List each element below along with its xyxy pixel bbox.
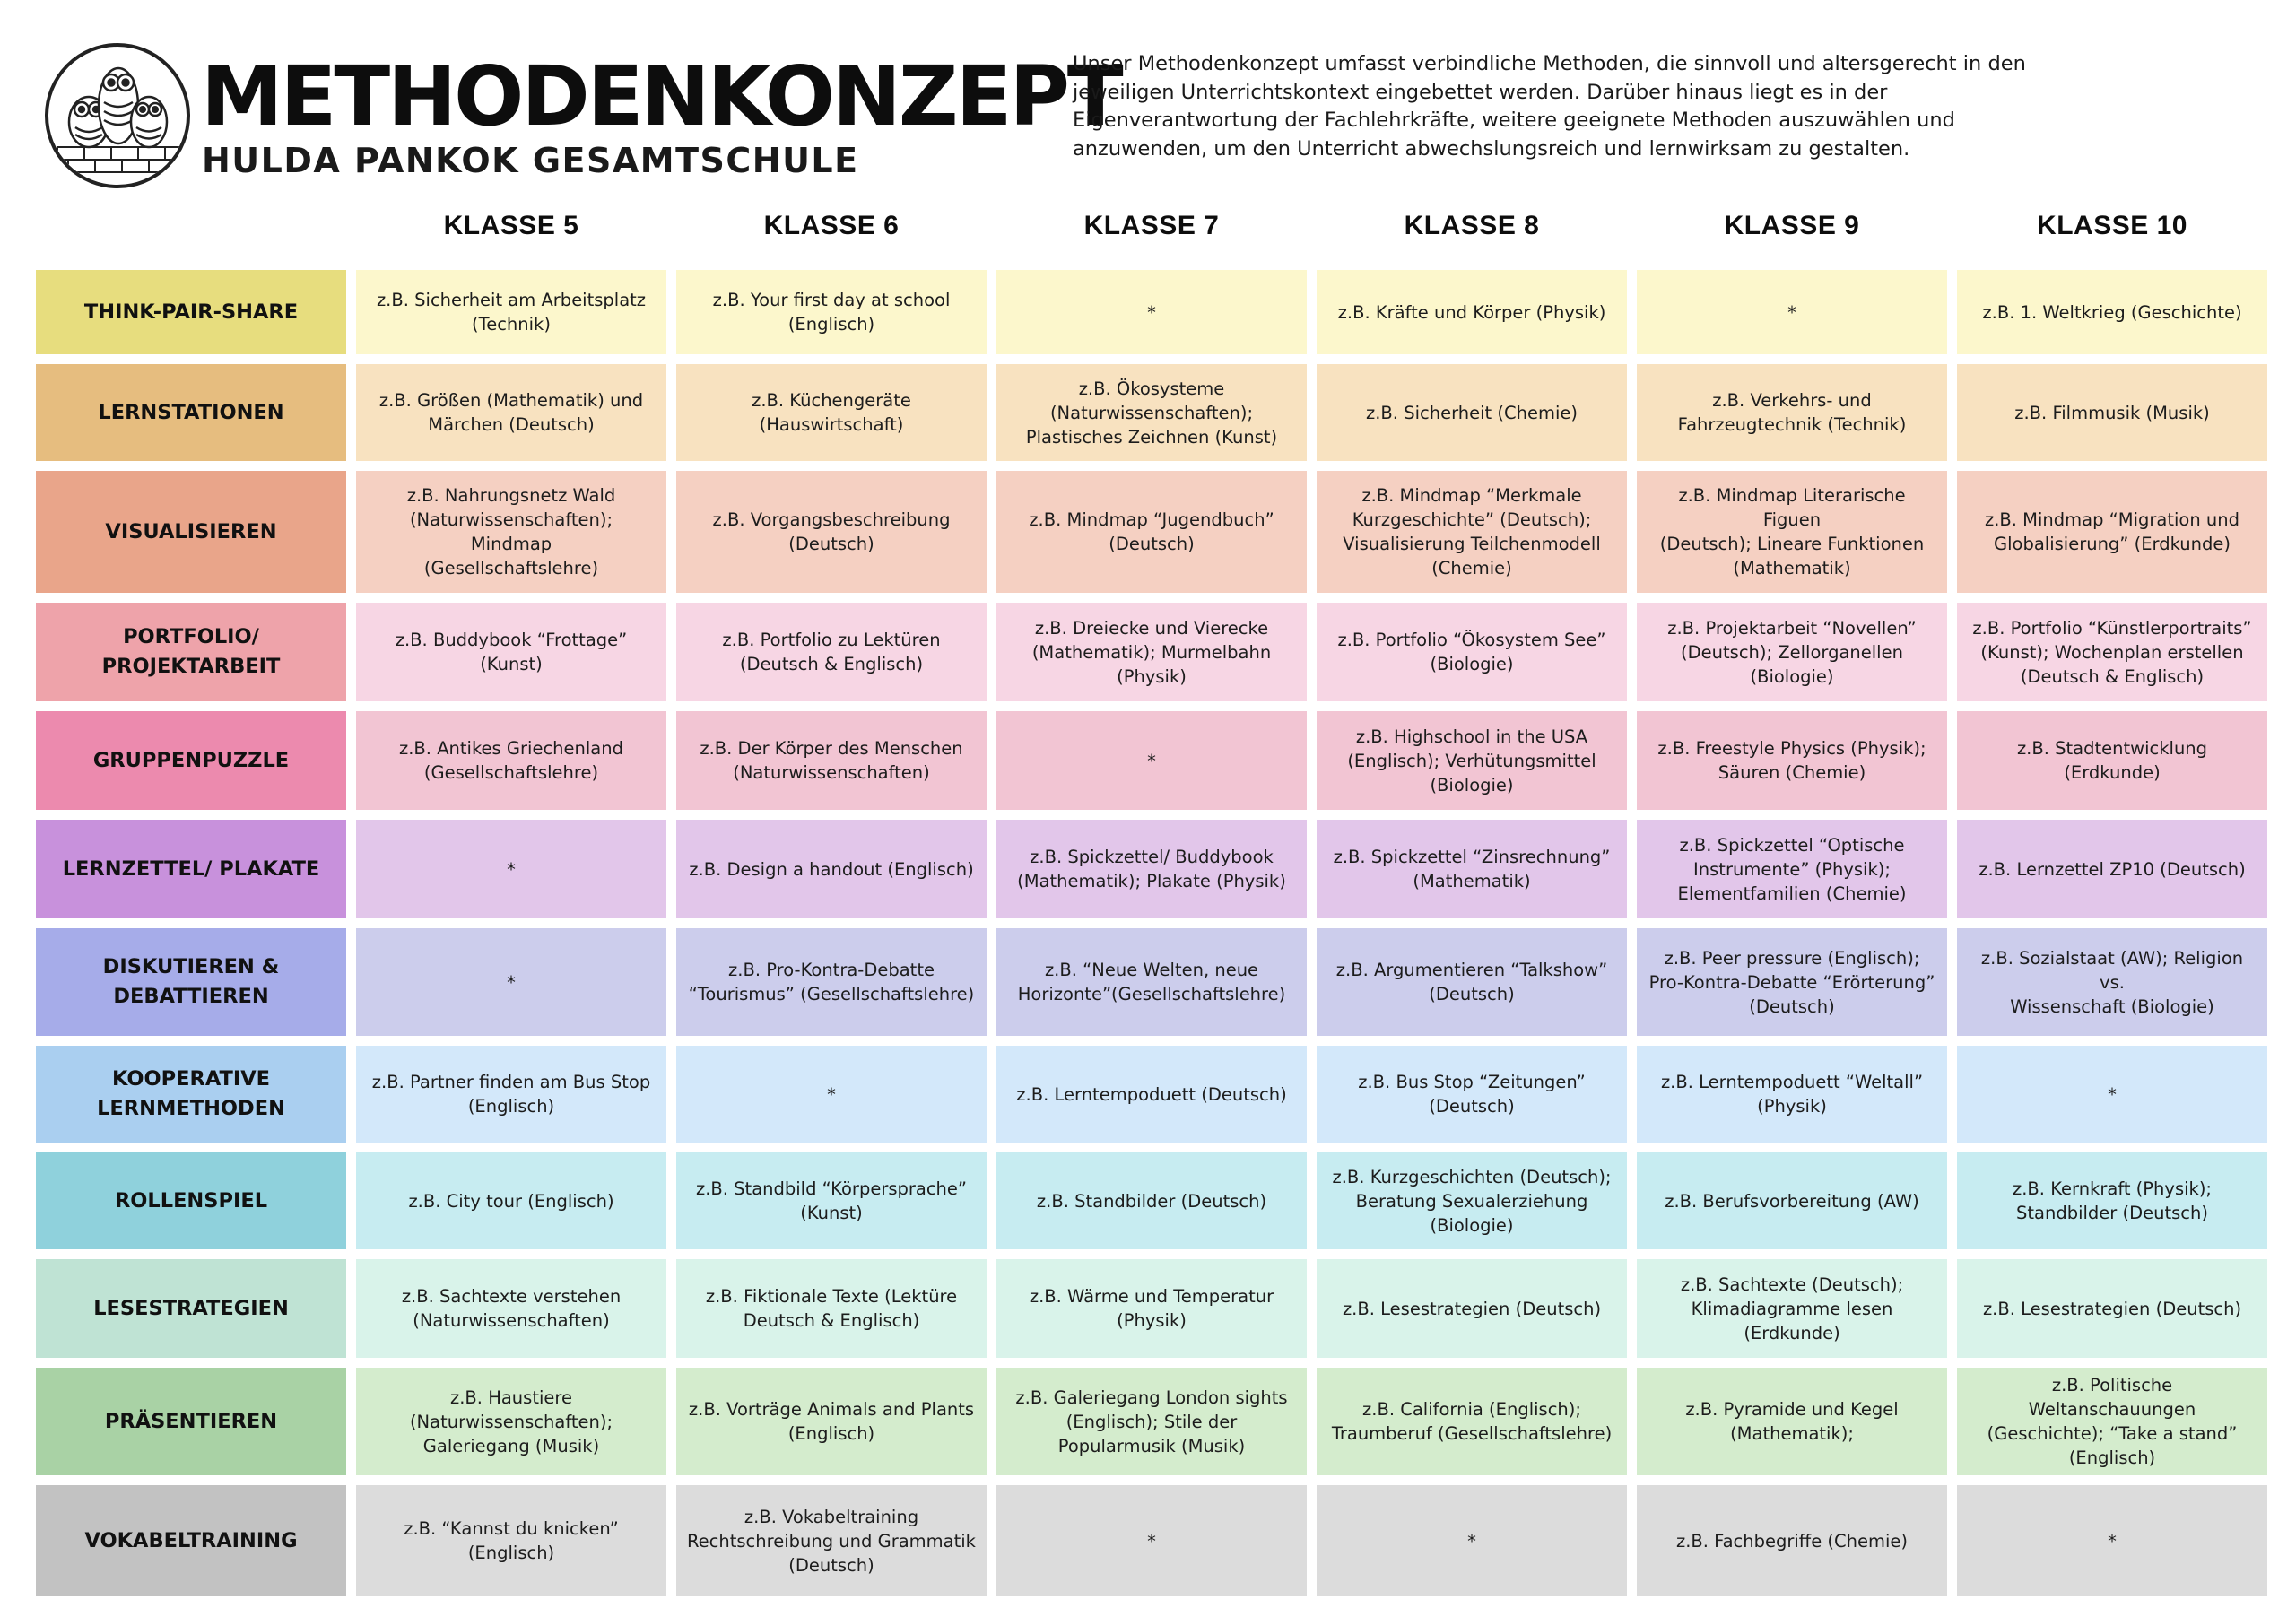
table-cell: * (996, 270, 1307, 354)
table-cell: z.B. Spickzettel “Optische Instrumente” (Physik); Elementfamilien (Chemie) (1637, 820, 1947, 918)
table-cell: * (1637, 270, 1947, 354)
table-cell: z.B. “Kannst du knicken” (Englisch) (356, 1485, 666, 1596)
row-label: VISUALISIEREN (36, 471, 346, 593)
table-cell: * (676, 1046, 987, 1143)
table-cell: z.B. Buddybook “Frottage” (Kunst) (356, 603, 666, 701)
table-cell: z.B. Sachtexte verstehen (Naturwissenschaften) (356, 1259, 666, 1358)
column-header-klasse-8: KLASSE 8 (1404, 211, 1540, 240)
table-cell: z.B. Lerntempoduett (Deutsch) (996, 1046, 1307, 1143)
table-cell: z.B. Haustiere (Naturwissenschaften); Galeriegang (Musik) (356, 1368, 666, 1475)
table-cell: z.B. Sicherheit (Chemie) (1317, 364, 1627, 461)
table-cell: z.B. Mindmap “Merkmale Kurzgeschichte” (Deutsch); Visualisierung Teilchenmodell (Chemie) (1317, 471, 1627, 593)
table-cell: z.B. Sachtexte (Deutsch); Klimadiagramme lesen (Erdkunde) (1637, 1259, 1947, 1358)
table-cell: z.B. Your first day at school (Englisch) (676, 270, 987, 354)
table-cell: z.B. Vokabeltraining Rechtschreibung und Grammatik (Deutsch) (676, 1485, 987, 1596)
table-cell: z.B. Pyramide und Kegel (Mathematik); (1637, 1368, 1947, 1475)
table-cell: z.B. Peer pressure (Englisch); Pro-Kontra-Debatte “Erörterung” (Deutsch) (1637, 928, 1947, 1036)
table-cell: * (356, 820, 666, 918)
column-header-klasse-10: KLASSE 10 (2037, 211, 2187, 240)
table-cell: z.B. Sozialstaat (AW); Religion vs. Wissenschaft (Biologie) (1957, 928, 2267, 1036)
page-header (0, 0, 2296, 206)
table-cell: z.B. Kernkraft (Physik); Standbilder (Deutsch) (1957, 1152, 2267, 1249)
methods-table (36, 192, 2265, 1596)
column-header-klasse-5: KLASSE 5 (443, 211, 579, 240)
table-cell: * (996, 711, 1307, 810)
table-cell: z.B. Kurzgeschichten (Deutsch); Beratung Sexualerziehung (Biologie) (1317, 1152, 1627, 1249)
table-cell: z.B. Nahrungsnetz Wald (Naturwissenschaften); Mindmap (Gesellschaftslehre) (356, 471, 666, 593)
table-cell: * (356, 928, 666, 1036)
row-label: DISKUTIEREN & DEBATTIEREN (36, 928, 346, 1036)
table-cell: * (1957, 1046, 2267, 1143)
table-cell: z.B. Küchengeräte (Hauswirtschaft) (676, 364, 987, 461)
page-subtitle: HULDA PANKOK GESAMTSCHULE (202, 141, 859, 180)
table-cell: z.B. Ökosysteme (Naturwissenschaften); Plastisches Zeichnen (Kunst) (996, 364, 1307, 461)
column-header-klasse-7: KLASSE 7 (1083, 211, 1220, 240)
table-cell: z.B. Lerntempoduett “Weltall” (Physik) (1637, 1046, 1947, 1143)
row-label: PRÄSENTIEREN (36, 1368, 346, 1475)
table-cell: z.B. Standbild “Körpersprache” (Kunst) (676, 1152, 987, 1249)
table-cell: z.B. Dreiecke und Vierecke (Mathematik); Murmelbahn (Physik) (996, 603, 1307, 701)
row-label: LERNZETTEL/ PLAKATE (36, 820, 346, 918)
table-cell: z.B. Portfolio “Künstlerportraits” (Kunst); Wochenplan erstellen (Deutsch & Englisch) (1957, 603, 2267, 701)
row-label: THINK-PAIR-SHARE (36, 270, 346, 354)
table-cell: z.B. Sicherheit am Arbeitsplatz (Technik) (356, 270, 666, 354)
table-cell: z.B. Spickzettel “Zinsrechnung” (Mathematik) (1317, 820, 1627, 918)
table-cell: z.B. Der Körper des Menschen (Naturwissenschaften) (676, 711, 987, 810)
table-cell: z.B. Bus Stop “Zeitungen” (Deutsch) (1317, 1046, 1627, 1143)
intro-text: Unser Methodenkonzept umfasst verbindliche Methoden, die sinnvoll und altersgerecht in den jeweiligen Unterrichtskontext eingebettet werden. Darüber hinaus liegt es in der Eigenverantwortung der Fachlehrkräfte, weitere geeignete Methoden auszuwählen und anzuwenden, um den Unterricht abwechslungsreich und lernwirksam zu gestalten. (1073, 52, 2026, 161)
table-cell: z.B. Pro-Kontra-Debatte “Tourismus” (Gesellschaftslehre) (676, 928, 987, 1036)
header-corner (36, 192, 346, 260)
table-cell: z.B. Design a handout (Englisch) (676, 820, 987, 918)
column-header-klasse-9: KLASSE 9 (1724, 211, 1860, 240)
row-label: LERNSTATIONEN (36, 364, 346, 461)
row-label: PORTFOLIO/ PROJEKTARBEIT (36, 603, 346, 701)
table-cell: * (1957, 1485, 2267, 1596)
table-cell: * (1317, 1485, 1627, 1596)
table-cell: z.B. Portfolio zu Lektüren (Deutsch & Englisch) (676, 603, 987, 701)
table-cell: z.B. Verkehrs- und Fahrzeugtechnik (Technik) (1637, 364, 1947, 461)
table-cell: z.B. Fachbegriffe (Chemie) (1637, 1485, 1947, 1596)
table-cell: z.B. Argumentieren “Talkshow” (Deutsch) (1317, 928, 1627, 1036)
table-cell: z.B. Mindmap “Migration und Globalisierung” (Erdkunde) (1957, 471, 2267, 593)
table-cell: z.B. Projektarbeit “Novellen” (Deutsch); Zellorganellen (Biologie) (1637, 603, 1947, 701)
table-cell: z.B. Vorgangsbeschreibung (Deutsch) (676, 471, 987, 593)
table-cell: z.B. Mindmap “Jugendbuch” (Deutsch) (996, 471, 1307, 593)
table-cell: z.B. Portfolio “Ökosystem See” (Biologie) (1317, 603, 1627, 701)
table-cell: z.B. Fiktionale Texte (Lektüre Deutsch & Englisch) (676, 1259, 987, 1358)
table-cell: z.B. 1. Weltkrieg (Geschichte) (1957, 270, 2267, 354)
table-cell: z.B. Freestyle Physics (Physik); Säuren (Chemie) (1637, 711, 1947, 810)
table-cell: z.B. Größen (Mathematik) und Märchen (Deutsch) (356, 364, 666, 461)
table-cell: z.B. Galeriegang London sights (Englisch); Stile der Popularmusik (Musik) (996, 1368, 1307, 1475)
table-cell: z.B. Stadtentwicklung (Erdkunde) (1957, 711, 2267, 810)
row-label: ROLLENSPIEL (36, 1152, 346, 1249)
table-cell: z.B. Antikes Griechenland (Gesellschaftslehre) (356, 711, 666, 810)
table-cell: z.B. Filmmusik (Musik) (1957, 364, 2267, 461)
owls-emblem-icon (48, 47, 187, 185)
row-label: LESESTRATEGIEN (36, 1259, 346, 1358)
school-logo (45, 43, 190, 188)
row-label: GRUPPENPUZZLE (36, 711, 346, 810)
table-cell: z.B. Lesestrategien (Deutsch) (1317, 1259, 1627, 1358)
table-cell: z.B. City tour (Englisch) (356, 1152, 666, 1249)
column-header-klasse-6: KLASSE 6 (763, 211, 900, 240)
row-label: VOKABELTRAINING (36, 1485, 346, 1596)
table-cell: z.B. Vorträge Animals and Plants (Englisch) (676, 1368, 987, 1475)
table-cell: z.B. Partner finden am Bus Stop (Englisch) (356, 1046, 666, 1143)
table-cell: z.B. Wärme und Temperatur (Physik) (996, 1259, 1307, 1358)
table-cell: z.B. Standbilder (Deutsch) (996, 1152, 1307, 1249)
row-label: KOOPERATIVE LERNMETHODEN (36, 1046, 346, 1143)
table-cell: z.B. Spickzettel/ Buddybook (Mathematik); Plakate (Physik) (996, 820, 1307, 918)
table-cell: z.B. Berufsvorbereitung (AW) (1637, 1152, 1947, 1249)
table-cell: z.B. Lesestrategien (Deutsch) (1957, 1259, 2267, 1358)
table-cell: z.B. Politische Weltanschauungen (Geschichte); “Take a stand” (Englisch) (1957, 1368, 2267, 1475)
page-title: METHODENKONZEPT (201, 48, 1121, 144)
table-cell: z.B. “Neue Welten, neue Horizonte”(Gesellschaftslehre) (996, 928, 1307, 1036)
table-cell: z.B. California (Englisch); Traumberuf (Gesellschaftslehre) (1317, 1368, 1627, 1475)
table-cell: z.B. Kräfte und Körper (Physik) (1317, 270, 1627, 354)
table-cell: z.B. Lernzettel ZP10 (Deutsch) (1957, 820, 2267, 918)
table-cell: * (996, 1485, 1307, 1596)
table-cell: z.B. Mindmap Literarische Figuen (Deutsch); Lineare Funktionen (Mathematik) (1637, 471, 1947, 593)
table-cell: z.B. Highschool in the USA (Englisch); Verhütungsmittel (Biologie) (1317, 711, 1627, 810)
